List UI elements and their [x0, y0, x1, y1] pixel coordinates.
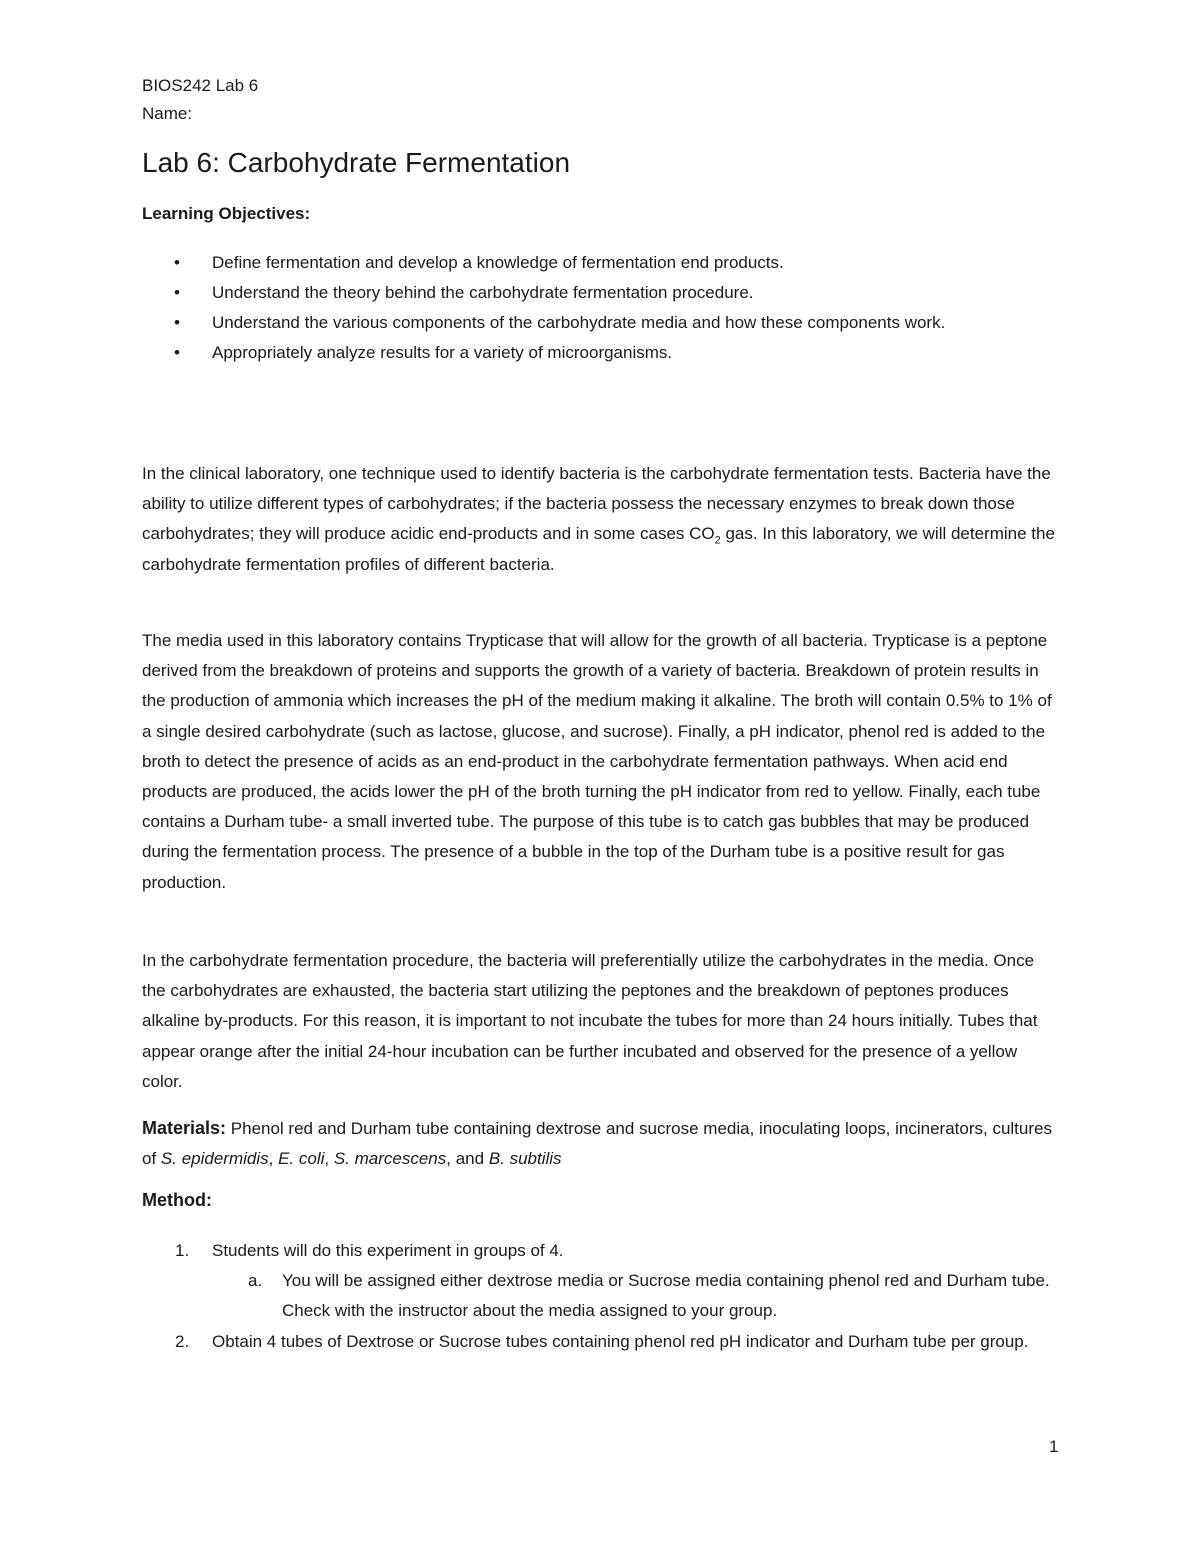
- list-item: [142, 338, 1042, 368]
- substep-letter: a.: [248, 1271, 263, 1291]
- materials-paragraph: [142, 1113, 1057, 1174]
- objectives-list: [142, 248, 1042, 368]
- objective-text: Appropriately analyze results for a variety of microorganisms.: [212, 343, 673, 362]
- step-text: Students will do this experiment in groups of 4.: [212, 1241, 564, 1260]
- bullet-icon: •: [174, 253, 180, 272]
- step-number: 2.: [175, 1331, 190, 1351]
- intro-paragraph: [142, 459, 1057, 580]
- bullet-icon: •: [174, 283, 180, 302]
- intro-text: In the clinical laboratory, one technique used to identify bacteria is the carbohydrate fermentation tests. Bacteria have the ability to utilize different types of carbohydrates; if the bacteria possess the necessary enzymes to break down those carbohydrates; they will produce acidic end-products and in some cases CO: [142, 464, 1051, 544]
- media-paragraph: The media used in this laboratory contains Trypticase that will allow for the growth of all bacteria. Trypticase is a peptone derived from the breakdown of proteins and supports the growth of a variety of bacteria. Breakdown of protein results in the production of ammonia which increases the pH of the medium making it alkaline. The broth will contain 0.5% to 1% of a single desired carbohydrate (such as lactose, glucose, and sucrose). Finally, a pH indicator, phenol red is added to the broth to detect the presence of acids as an end-product in the carbohydrate fermentation pathways. When acid end products are produced, the acids lower the pH of the broth turning the pH indicator from red to yellow. Finally, each tube contains a Durham tube- a small inverted tube. The purpose of this tube is to catch gas bubbles that may be produced during the fermentation process. The presence of a bubble in the top of the Durham tube is a positive result for gas production.: [142, 631, 1052, 892]
- step-text: Obtain 4 tubes of Dextrose or Sucrose tubes containing phenol red pH indicator and Durham tube per group.: [212, 1331, 1029, 1351]
- organism-name: B. subtilis: [488, 1149, 562, 1169]
- objective-text: Define fermentation and develop a knowledge of fermentation end products.: [212, 253, 784, 272]
- method-heading: Method:: [142, 1190, 212, 1210]
- organism-name: S. epidermidis: [160, 1149, 269, 1169]
- list-item: [142, 1236, 1062, 1327]
- list-item: [142, 278, 1042, 308]
- organism-name: S. marcescens: [333, 1149, 447, 1169]
- materials-label: Materials:: [142, 1118, 227, 1138]
- separator: ,: [268, 1149, 279, 1169]
- materials-text: Phenol red and Durham tube containing dextrose and sucrose media, inoculating loops, incinerators, cultures of: [142, 1119, 1052, 1169]
- course-header: BIOS242 Lab 6: [142, 76, 259, 95]
- subscript-text: 2: [714, 534, 721, 547]
- organism-name: E. coli: [278, 1149, 325, 1169]
- sub-steps: [212, 1266, 1062, 1326]
- step-number: 1.: [175, 1241, 190, 1260]
- method-steps: [142, 1236, 1062, 1357]
- objective-text: Understand the various components of the carbohydrate media and how these components work.: [212, 313, 946, 332]
- separator: , and: [446, 1149, 489, 1169]
- separator: ,: [324, 1149, 334, 1169]
- bullet-icon: •: [174, 343, 180, 362]
- list-item: [212, 1266, 1062, 1326]
- page-number: 1: [1049, 1437, 1059, 1456]
- procedure-paragraph: In the carbohydrate fermentation procedure, the bacteria will preferentially utilize the carbohydrates in the media. Once the carbohydrates are exhausted, the bacteria start utilizing the peptones and the breakdown of peptones produces alkaline by-products. For this reason, it is important to not incubate the tubes for more than 24 hours initially. Tubes that appear orange after the initial 24-hour incubation can be further incubated and observed for the presence of a yellow color.: [142, 951, 1038, 1091]
- bullet-icon: •: [174, 313, 180, 332]
- page-title: Lab 6: Carbohydrate Fermentation: [142, 147, 571, 178]
- list-item: [142, 1327, 1062, 1357]
- objectives-heading: Learning Objectives:: [142, 204, 311, 223]
- objective-text: Understand the theory behind the carbohydrate fermentation procedure.: [212, 283, 754, 302]
- substep-text: You will be assigned either dextrose media or Sucrose media containing phenol red and Durham tube. Check with the instructor about the media assigned to your group.: [282, 1271, 1050, 1321]
- list-item: [142, 308, 1042, 338]
- intro-text-cont: gas. In this laboratory, we will determine the carbohydrate fermentation profiles of different bacteria.: [142, 524, 1055, 574]
- name-label: Name:: [142, 104, 193, 123]
- list-item: [142, 248, 1042, 278]
